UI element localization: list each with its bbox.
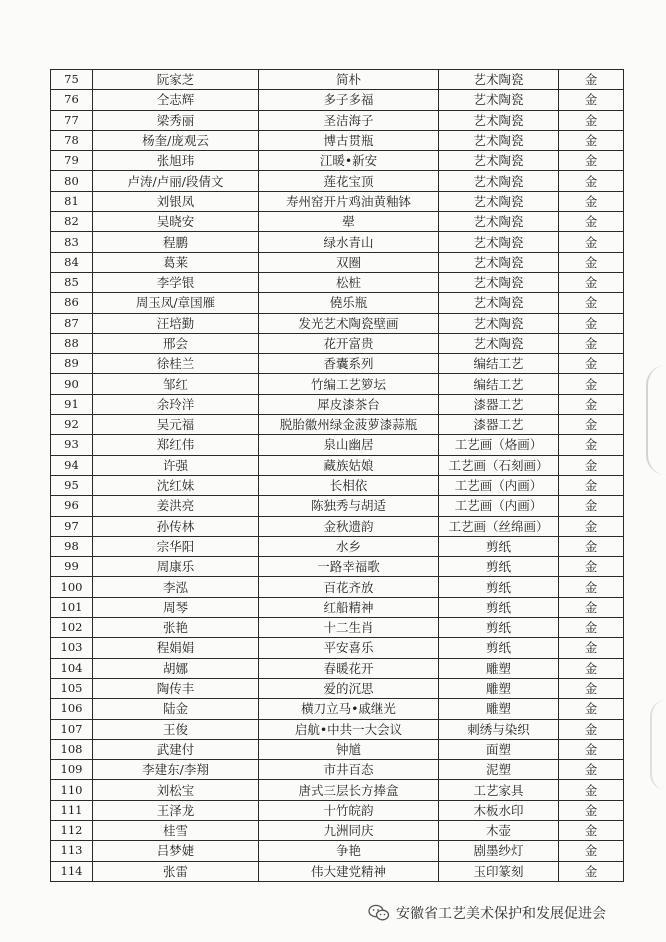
- artist-name: 李建东/李翔: [93, 760, 259, 780]
- artist-name: 徐桂兰: [93, 354, 259, 374]
- artist-name: 程娟娟: [93, 638, 259, 658]
- wechat-icon: [368, 904, 390, 922]
- row-number: 100: [51, 577, 93, 597]
- row-number: 107: [51, 719, 93, 739]
- table-row: [51, 90, 624, 110]
- artist-name: 陆金: [93, 699, 259, 719]
- artist-name: 刘银凤: [93, 191, 259, 211]
- craft-category: 剪纸: [439, 577, 559, 597]
- craft-category: 面塑: [439, 739, 559, 759]
- work-title: 简朴: [259, 70, 439, 90]
- award-level: 金: [559, 272, 624, 292]
- row-number: 88: [51, 333, 93, 353]
- award-level: 金: [559, 313, 624, 333]
- artist-name: 杨奎/庞观云: [93, 130, 259, 150]
- table-row: [51, 516, 624, 536]
- row-number: 101: [51, 597, 93, 617]
- craft-category: 木板水印: [439, 800, 559, 820]
- award-level: 金: [559, 293, 624, 313]
- table-row: [51, 638, 624, 658]
- craft-category: 雕塑: [439, 658, 559, 678]
- table-row: [51, 394, 624, 414]
- work-title: 双圈: [259, 252, 439, 272]
- craft-category: 木壶: [439, 820, 559, 840]
- award-level: 金: [559, 618, 624, 638]
- awards-table: [50, 69, 624, 882]
- award-level: 金: [559, 658, 624, 678]
- work-title: 香囊系列: [259, 354, 439, 374]
- award-level: 金: [559, 780, 624, 800]
- artist-name: 吕梦婕: [93, 841, 259, 861]
- row-number: 110: [51, 780, 93, 800]
- award-level: 金: [559, 496, 624, 516]
- award-level: 金: [559, 760, 624, 780]
- table-row: [51, 212, 624, 232]
- artist-name: 阮家芝: [93, 70, 259, 90]
- artist-name: 宗华阳: [93, 536, 259, 556]
- award-level: 金: [559, 557, 624, 577]
- award-level: 金: [559, 394, 624, 414]
- artist-name: 梁秀丽: [93, 110, 259, 130]
- row-number: 109: [51, 760, 93, 780]
- award-level: 金: [559, 232, 624, 252]
- award-level: 金: [559, 699, 624, 719]
- row-number: 106: [51, 699, 93, 719]
- award-level: 金: [559, 374, 624, 394]
- craft-category: 工艺家具: [439, 780, 559, 800]
- table-row: [51, 678, 624, 698]
- awards-table-body: [51, 70, 624, 882]
- work-title: 僥乐瓶: [259, 293, 439, 313]
- craft-category: 玉印篆刻: [439, 861, 559, 881]
- row-number: 93: [51, 435, 93, 455]
- award-level: 金: [559, 333, 624, 353]
- row-number: 76: [51, 90, 93, 110]
- craft-category: 工艺画（丝绵画）: [439, 516, 559, 536]
- craft-category: 漆器工艺: [439, 394, 559, 414]
- artist-name: 姜洪亮: [93, 496, 259, 516]
- award-level: 金: [559, 151, 624, 171]
- award-level: 金: [559, 577, 624, 597]
- craft-category: 编结工艺: [439, 354, 559, 374]
- work-title: 争艳: [259, 841, 439, 861]
- artist-name: 王泽龙: [93, 800, 259, 820]
- table-row: [51, 739, 624, 759]
- award-level: 金: [559, 516, 624, 536]
- craft-category: 剪纸: [439, 597, 559, 617]
- artist-name: 汪培勤: [93, 313, 259, 333]
- artist-name: 武建付: [93, 739, 259, 759]
- row-number: 84: [51, 252, 93, 272]
- row-number: 95: [51, 475, 93, 495]
- craft-category: 工艺画（石刻画）: [439, 455, 559, 475]
- table-row: [51, 191, 624, 211]
- work-title: 陈独秀与胡适: [259, 496, 439, 516]
- work-title: 松桩: [259, 272, 439, 292]
- row-number: 83: [51, 232, 93, 252]
- table-row: [51, 70, 624, 90]
- artist-name: 程鹏: [93, 232, 259, 252]
- table-row: [51, 110, 624, 130]
- craft-category: 工艺画（烙画）: [439, 435, 559, 455]
- row-number: 111: [51, 800, 93, 820]
- artist-name: 刘松宝: [93, 780, 259, 800]
- row-number: 82: [51, 212, 93, 232]
- row-number: 102: [51, 618, 93, 638]
- craft-category: 艺术陶瓷: [439, 293, 559, 313]
- work-title: 犀皮漆茶台: [259, 394, 439, 414]
- award-level: 金: [559, 191, 624, 211]
- craft-category: 编结工艺: [439, 374, 559, 394]
- work-title: 翚: [259, 212, 439, 232]
- award-level: 金: [559, 90, 624, 110]
- work-title: 泉山幽居: [259, 435, 439, 455]
- artist-name: 孙传林: [93, 516, 259, 536]
- row-number: 89: [51, 354, 93, 374]
- table-row: [51, 496, 624, 516]
- craft-category: 剪纸: [439, 536, 559, 556]
- work-title: 脱胎徽州绿金菠萝漆蒜瓶: [259, 415, 439, 435]
- table-row: [51, 313, 624, 333]
- award-level: 金: [559, 820, 624, 840]
- work-title: 伟大建党精神: [259, 861, 439, 881]
- work-title: 平安喜乐: [259, 638, 439, 658]
- craft-category: 艺术陶瓷: [439, 171, 559, 191]
- artist-name: 郑红伟: [93, 435, 259, 455]
- artist-name: 余玲洋: [93, 394, 259, 414]
- craft-category: 雕塑: [439, 699, 559, 719]
- work-title: 市井百态: [259, 760, 439, 780]
- row-number: 86: [51, 293, 93, 313]
- work-title: 唐式三层长方捧盒: [259, 780, 439, 800]
- row-number: 87: [51, 313, 93, 333]
- table-row: [51, 232, 624, 252]
- row-number: 114: [51, 861, 93, 881]
- craft-category: 艺术陶瓷: [439, 272, 559, 292]
- craft-category: 剪纸: [439, 557, 559, 577]
- table-row: [51, 760, 624, 780]
- row-number: 85: [51, 272, 93, 292]
- seal-edge-mark-lower: [650, 700, 666, 790]
- work-title: 寿州窑开片鸡油黄釉钵: [259, 191, 439, 211]
- artist-name: 沈红妹: [93, 475, 259, 495]
- work-title: 多子多福: [259, 90, 439, 110]
- craft-category: 艺术陶瓷: [439, 90, 559, 110]
- table-row: [51, 557, 624, 577]
- work-title: 九洲同庆: [259, 820, 439, 840]
- award-level: 金: [559, 171, 624, 191]
- work-title: 启航•中共一大会议: [259, 719, 439, 739]
- work-title: 横刀立马•戚继光: [259, 699, 439, 719]
- work-title: 十二生肖: [259, 618, 439, 638]
- row-number: 105: [51, 678, 93, 698]
- row-number: 104: [51, 658, 93, 678]
- craft-category: 剪纸: [439, 618, 559, 638]
- artist-name: 李泓: [93, 577, 259, 597]
- work-title: 长相依: [259, 475, 439, 495]
- table-row: [51, 820, 624, 840]
- work-title: 江暖•新安: [259, 151, 439, 171]
- artist-name: 胡娜: [93, 658, 259, 678]
- artist-name: 吴元福: [93, 415, 259, 435]
- work-title: 爱的沉思: [259, 678, 439, 698]
- award-level: 金: [559, 861, 624, 881]
- row-number: 77: [51, 110, 93, 130]
- artist-name: 邹红: [93, 374, 259, 394]
- award-level: 金: [559, 212, 624, 232]
- award-level: 金: [559, 455, 624, 475]
- work-title: 水乡: [259, 536, 439, 556]
- craft-category: 剪纸: [439, 638, 559, 658]
- table-row: [51, 719, 624, 739]
- row-number: 92: [51, 415, 93, 435]
- award-level: 金: [559, 354, 624, 374]
- artist-name: 吴晓安: [93, 212, 259, 232]
- work-title: 十竹皖韵: [259, 800, 439, 820]
- seal-edge-mark: [646, 365, 666, 475]
- award-level: 金: [559, 415, 624, 435]
- craft-category: 艺术陶瓷: [439, 110, 559, 130]
- row-number: 75: [51, 70, 93, 90]
- table-row: [51, 415, 624, 435]
- artist-name: 桂雪: [93, 820, 259, 840]
- work-title: 春暖花开: [259, 658, 439, 678]
- artist-name: 葛莱: [93, 252, 259, 272]
- table-row: [51, 475, 624, 495]
- craft-category: 剧墨纱灯: [439, 841, 559, 861]
- table-row: [51, 455, 624, 475]
- row-number: 78: [51, 130, 93, 150]
- table-row: [51, 171, 624, 191]
- craft-category: 泥塑: [439, 760, 559, 780]
- row-number: 81: [51, 191, 93, 211]
- work-title: 发光艺术陶瓷壁画: [259, 313, 439, 333]
- craft-category: 艺术陶瓷: [439, 313, 559, 333]
- artist-name: 周琴: [93, 597, 259, 617]
- table-row: [51, 800, 624, 820]
- award-level: 金: [559, 536, 624, 556]
- table-row: [51, 151, 624, 171]
- craft-category: 艺术陶瓷: [439, 212, 559, 232]
- award-level: 金: [559, 475, 624, 495]
- row-number: 90: [51, 374, 93, 394]
- award-level: 金: [559, 597, 624, 617]
- table-row: [51, 699, 624, 719]
- table-row: [51, 597, 624, 617]
- table-row: [51, 374, 624, 394]
- row-number: 79: [51, 151, 93, 171]
- award-level: 金: [559, 719, 624, 739]
- artist-name: 王俊: [93, 719, 259, 739]
- table-row: [51, 618, 624, 638]
- award-level: 金: [559, 435, 624, 455]
- artist-name: 张艳: [93, 618, 259, 638]
- row-number: 113: [51, 841, 93, 861]
- craft-category: 漆器工艺: [439, 415, 559, 435]
- table-row: [51, 841, 624, 861]
- row-number: 97: [51, 516, 93, 536]
- work-title: 百花齐放: [259, 577, 439, 597]
- row-number: 103: [51, 638, 93, 658]
- table-row: [51, 130, 624, 150]
- wechat-watermark: [368, 900, 606, 926]
- table-row: [51, 354, 624, 374]
- work-title: 博古贯瓶: [259, 130, 439, 150]
- work-title: 圣洁海子: [259, 110, 439, 130]
- work-title: 藏族姑娘: [259, 455, 439, 475]
- artist-name: 陶传丰: [93, 678, 259, 698]
- work-title: 莲花宝顶: [259, 171, 439, 191]
- work-title: 一路幸福歌: [259, 557, 439, 577]
- row-number: 112: [51, 820, 93, 840]
- craft-category: 工艺画（内画）: [439, 496, 559, 516]
- table-row: [51, 577, 624, 597]
- artist-name: 周康乐: [93, 557, 259, 577]
- artist-name: 仝志辉: [93, 90, 259, 110]
- row-number: 98: [51, 536, 93, 556]
- craft-category: 艺术陶瓷: [439, 191, 559, 211]
- award-level: 金: [559, 110, 624, 130]
- artist-name: 张雷: [93, 861, 259, 881]
- award-level: 金: [559, 739, 624, 759]
- row-number: 96: [51, 496, 93, 516]
- table-row: [51, 780, 624, 800]
- watermark-text: 安徽省工艺美术保护和发展促进会: [396, 906, 606, 922]
- table-row: [51, 536, 624, 556]
- artist-name: 邢会: [93, 333, 259, 353]
- work-title: 竹编工艺箩坛: [259, 374, 439, 394]
- craft-category: 雕塑: [439, 678, 559, 698]
- work-title: 绿水青山: [259, 232, 439, 252]
- craft-category: 艺术陶瓷: [439, 333, 559, 353]
- row-number: 108: [51, 739, 93, 759]
- row-number: 99: [51, 557, 93, 577]
- artist-name: 张旭玮: [93, 151, 259, 171]
- award-level: 金: [559, 841, 624, 861]
- row-number: 91: [51, 394, 93, 414]
- craft-category: 工艺画（内画）: [439, 475, 559, 495]
- award-level: 金: [559, 678, 624, 698]
- work-title: 红船精神: [259, 597, 439, 617]
- award-level: 金: [559, 638, 624, 658]
- table-row: [51, 861, 624, 881]
- table-row: [51, 333, 624, 353]
- artist-name: 李学银: [93, 272, 259, 292]
- table-row: [51, 252, 624, 272]
- craft-category: 艺术陶瓷: [439, 252, 559, 272]
- table-row: [51, 435, 624, 455]
- award-level: 金: [559, 130, 624, 150]
- award-level: 金: [559, 252, 624, 272]
- craft-category: 艺术陶瓷: [439, 232, 559, 252]
- craft-category: 艺术陶瓷: [439, 151, 559, 171]
- craft-category: 刺绣与染织: [439, 719, 559, 739]
- craft-category: 艺术陶瓷: [439, 70, 559, 90]
- artist-name: 许强: [93, 455, 259, 475]
- row-number: 80: [51, 171, 93, 191]
- work-title: 钟馗: [259, 739, 439, 759]
- artist-name: 周玉凤/章国雁: [93, 293, 259, 313]
- work-title: 金秋遗韵: [259, 516, 439, 536]
- table-row: [51, 272, 624, 292]
- artist-name: 卢涛/卢丽/段倩文: [93, 171, 259, 191]
- award-level: 金: [559, 70, 624, 90]
- work-title: 花开富贵: [259, 333, 439, 353]
- table-row: [51, 293, 624, 313]
- table-row: [51, 658, 624, 678]
- row-number: 94: [51, 455, 93, 475]
- craft-category: 艺术陶瓷: [439, 130, 559, 150]
- award-level: 金: [559, 800, 624, 820]
